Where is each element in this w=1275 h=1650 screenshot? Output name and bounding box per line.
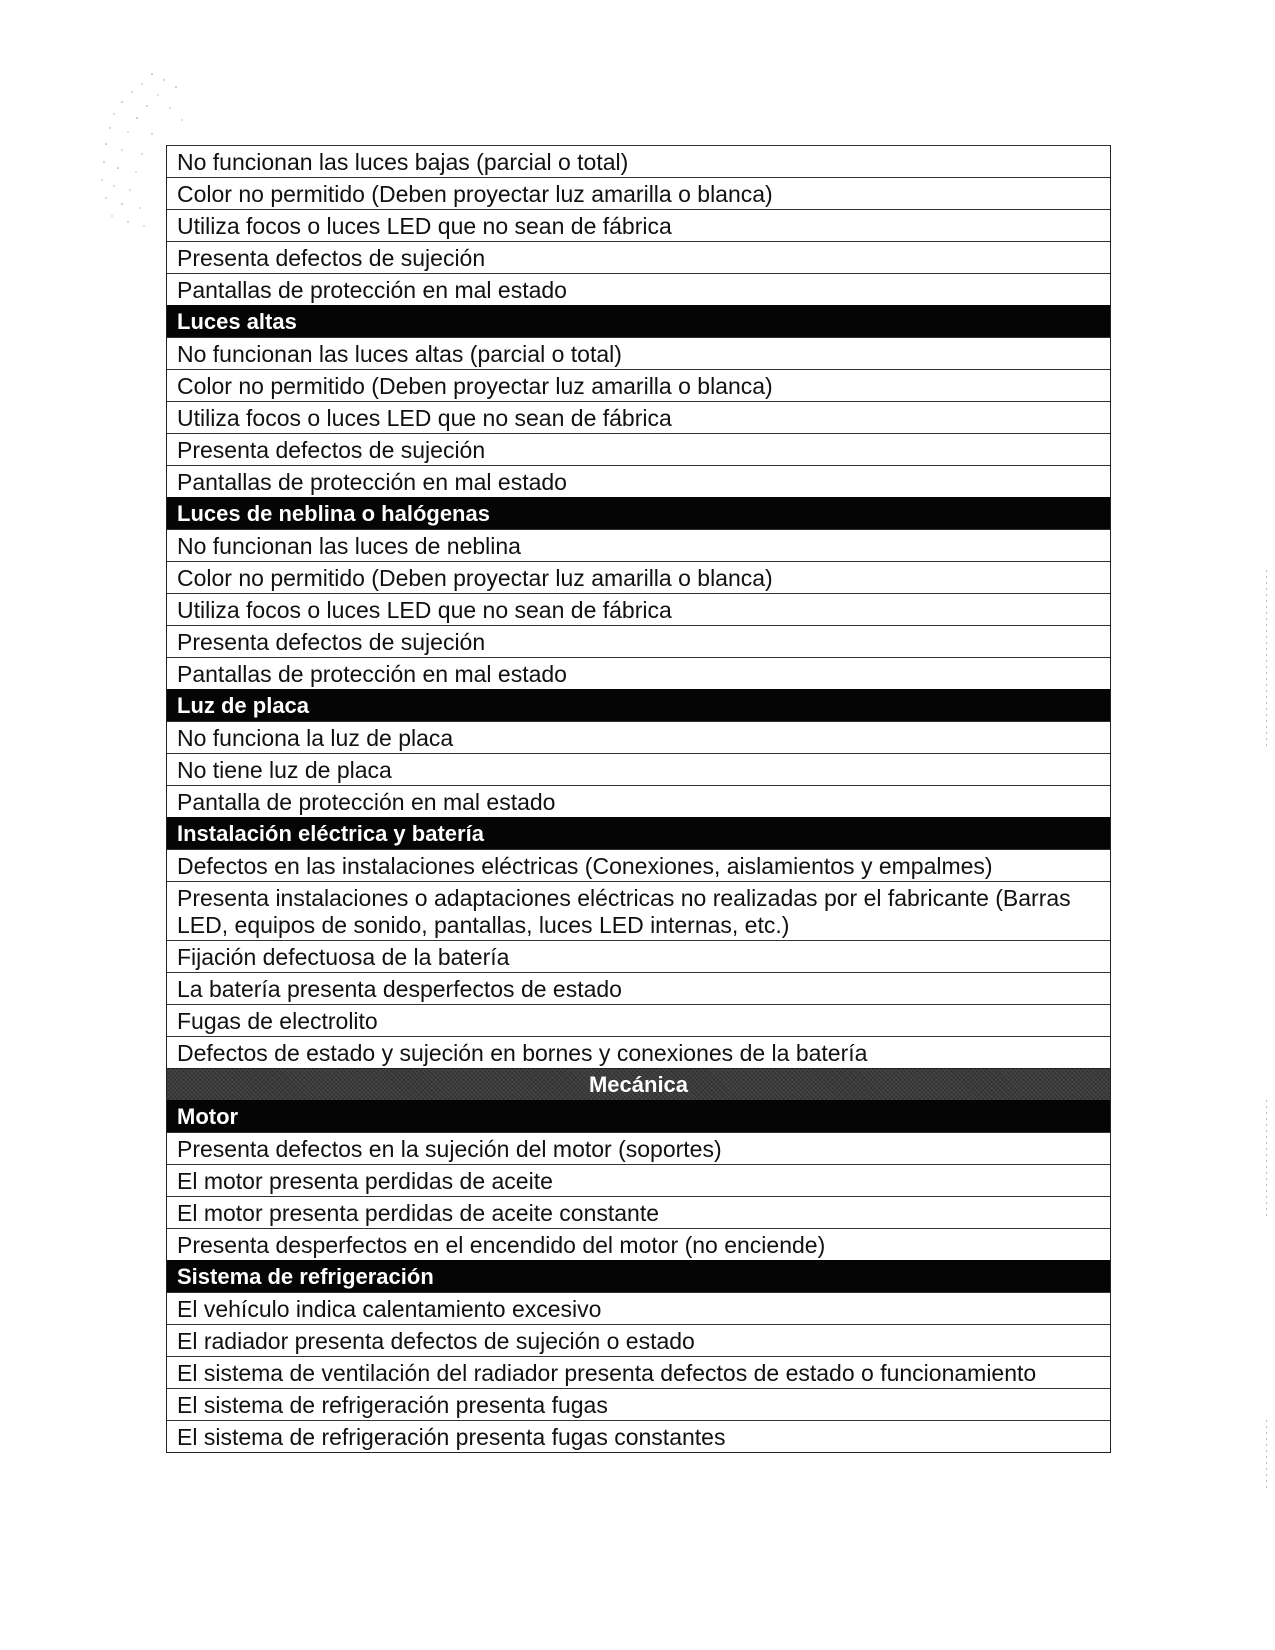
checklist-item: El motor presenta perdidas de aceite [167, 1164, 1110, 1196]
checklist-item: Presenta defectos de sujeción [167, 241, 1110, 273]
checklist-item: Presenta instalaciones o adaptaciones eléctricas no realizadas por el fabricante (Barras LED, equipos de sonido, pantallas, luces LED internas, etc.) [167, 881, 1110, 940]
checklist-item: No funcionan las luces altas (parcial o total) [167, 337, 1110, 369]
checklist-item: El sistema de refrigeración presenta fugas constantes [167, 1420, 1110, 1452]
checklist-item: Pantallas de protección en mal estado [167, 465, 1110, 497]
checklist-item: Utiliza focos o luces LED que no sean de fábrica [167, 593, 1110, 625]
category-header: Luces de neblina o halógenas [167, 497, 1110, 529]
category-header: Instalación eléctrica y batería [167, 817, 1110, 849]
scan-edge-mark [1266, 570, 1267, 750]
checklist-item: Pantallas de protección en mal estado [167, 273, 1110, 305]
category-header: Luces altas [167, 305, 1110, 337]
checklist-item: Defectos en las instalaciones eléctricas (Conexiones, aislamientos y empalmes) [167, 849, 1110, 881]
checklist-item: No tiene luz de placa [167, 753, 1110, 785]
checklist-item: Color no permitido (Deben proyectar luz amarilla o blanca) [167, 369, 1110, 401]
checklist-item: Presenta defectos de sujeción [167, 625, 1110, 657]
scan-edge-mark [1266, 1420, 1267, 1490]
checklist-item: El sistema de ventilación del radiador presenta defectos de estado o funcionamiento [167, 1356, 1110, 1388]
checklist-item: Color no permitido (Deben proyectar luz amarilla o blanca) [167, 177, 1110, 209]
category-header: Motor [167, 1100, 1110, 1132]
checklist-item: Presenta defectos de sujeción [167, 433, 1110, 465]
inspection-checklist-table [166, 145, 1111, 1453]
section-title: Mecánica [167, 1068, 1110, 1100]
checklist-item: No funcionan las luces bajas (parcial o total) [167, 145, 1110, 177]
checklist-item: Utiliza focos o luces LED que no sean de fábrica [167, 401, 1110, 433]
checklist-item: Utiliza focos o luces LED que no sean de fábrica [167, 209, 1110, 241]
checklist-item: La batería presenta desperfectos de estado [167, 972, 1110, 1004]
checklist-item: Presenta defectos en la sujeción del motor (soportes) [167, 1132, 1110, 1164]
checklist-item: Pantallas de protección en mal estado [167, 657, 1110, 689]
checklist-item: El sistema de refrigeración presenta fugas [167, 1388, 1110, 1420]
checklist-item: Pantalla de protección en mal estado [167, 785, 1110, 817]
checklist-item: Defectos de estado y sujeción en bornes y conexiones de la batería [167, 1036, 1110, 1068]
scan-edge-mark [1266, 1100, 1267, 1220]
category-header: Sistema de refrigeración [167, 1260, 1110, 1292]
checklist-item: No funcionan las luces de neblina [167, 529, 1110, 561]
checklist-item: No funciona la luz de placa [167, 721, 1110, 753]
checklist-item: Fijación defectuosa de la batería [167, 940, 1110, 972]
checklist-item: El motor presenta perdidas de aceite constante [167, 1196, 1110, 1228]
checklist-item: Color no permitido (Deben proyectar luz amarilla o blanca) [167, 561, 1110, 593]
checklist-item: Presenta desperfectos en el encendido del motor (no enciende) [167, 1228, 1110, 1260]
category-header: Luz de placa [167, 689, 1110, 721]
checklist-item: El radiador presenta defectos de sujeción o estado [167, 1324, 1110, 1356]
checklist-item: El vehículo indica calentamiento excesivo [167, 1292, 1110, 1324]
checklist-item: Fugas de electrolito [167, 1004, 1110, 1036]
